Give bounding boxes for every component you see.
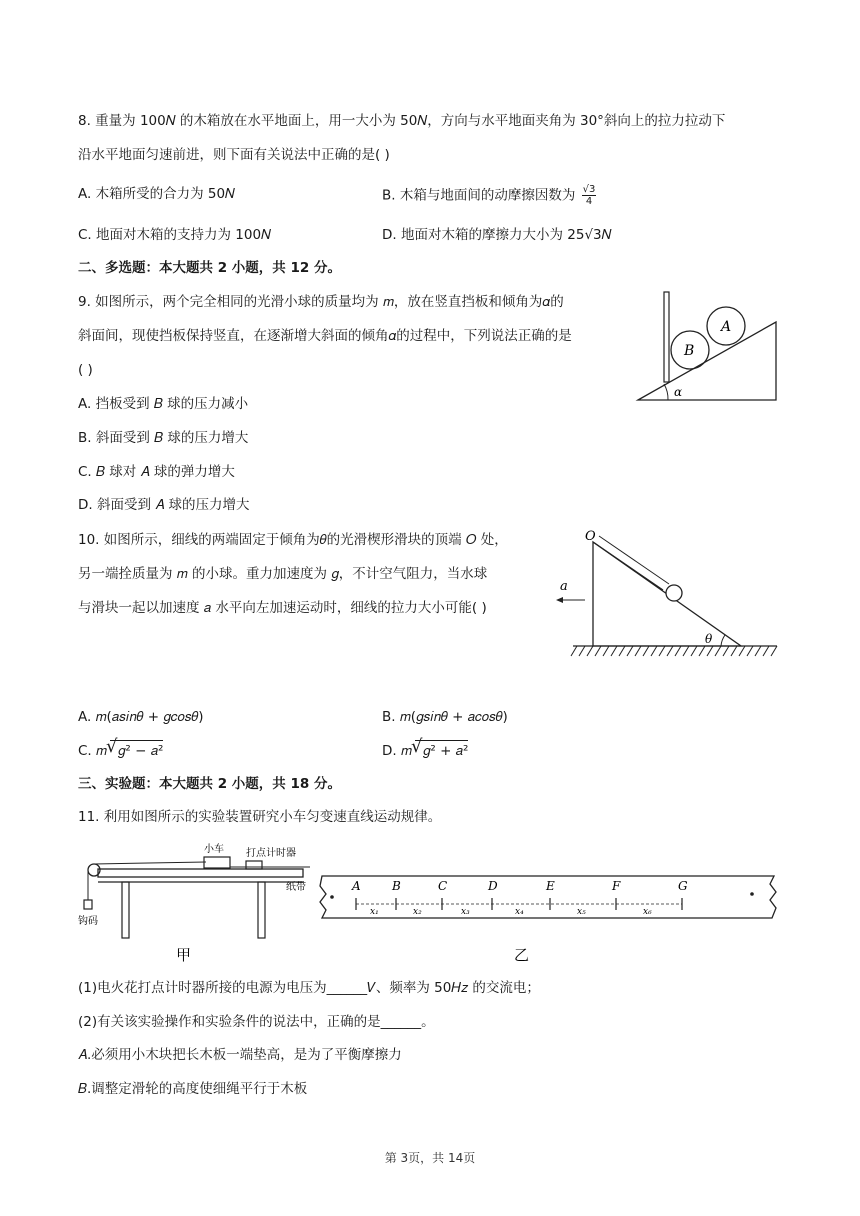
q9-stem-line3: ( )	[78, 362, 93, 378]
q8-option-b	[382, 184, 596, 207]
q9-option-c: C. 𝐵 球对 𝐴 球的弹力增大	[78, 464, 235, 480]
q11-option-b: 𝐵.调整定滑轮的高度使细绳平行于木板	[78, 1081, 308, 1097]
q9-ball-b-label: B	[684, 343, 695, 359]
q9-ball-a-label: A	[721, 319, 732, 335]
q11-stem: 11. 利用如图所示的实验装置研究小车匀变速直线运动规律。	[78, 809, 442, 825]
tape-segment-label: x₁	[370, 907, 379, 917]
tape-point-label: E	[546, 879, 555, 893]
q10-accel-label: a	[560, 579, 568, 594]
figure-jia-caption: 甲	[176, 946, 192, 964]
q10-option-d-radical: √ 𝑔² + 𝑎²	[410, 736, 469, 759]
q10-option-d	[382, 736, 469, 761]
figure-yi-caption: 乙	[514, 946, 530, 964]
section-multiple-choice-heading: 二、多选题：本大题共 2 小题，共 12 分。	[78, 260, 341, 276]
q11-part2: (2)有关该实验操作和实验条件的说法中，正确的是______。	[78, 1014, 435, 1030]
q10-stem-line2: 另一端拴质量为 𝑚 的小球。重力加速度为 𝑔，不计空气阻力，当水球	[78, 566, 488, 582]
q10-option-b: B. 𝑚(𝑔𝑠𝑖𝑛𝜃 + 𝑎𝑐𝑜𝑠𝜃)	[382, 709, 508, 725]
q9-angle-label: α	[674, 385, 683, 399]
q11-figure-yi	[314, 868, 786, 968]
tape-segment-label: x₆	[643, 907, 652, 917]
q10-stem-line1: 10. 如图所示，细线的两端固定于倾角为𝜃的光滑楔形滑块的顶端 𝑂 处，	[78, 532, 508, 548]
q8-option-d: D. 地面对木箱的摩擦力大小为 25√3𝑁	[382, 227, 612, 243]
tape-points	[351, 879, 688, 917]
tape-label: 纸带	[286, 882, 306, 893]
tape-segment-label: x₃	[461, 907, 470, 917]
tape-point-label: F	[612, 879, 621, 893]
q9-option-a: A. 挡板受到 𝐵 球的压力减小	[78, 396, 249, 412]
weight-label: 钩码	[78, 916, 98, 927]
tape-point-label: A	[352, 879, 361, 893]
q10-option-c-radical: √ 𝑔² − 𝑎²	[105, 736, 164, 759]
q9-figure	[636, 290, 782, 404]
fraction-denominator: 4	[585, 196, 593, 207]
tape-point-label: D	[488, 879, 498, 893]
q8-option-c: C. 地面对木箱的支持力为 100𝑁	[78, 227, 271, 243]
q11-figure-jia	[78, 838, 314, 964]
q8-option-b-text: B. 木箱与地面间的动摩擦因数为	[382, 187, 576, 204]
q9-option-b: B. 斜面受到 𝐵 球的压力增大	[78, 430, 249, 446]
q10-stem-line3: 与滑块一起以加速度 𝑎 水平向左加速运动时，细线的拉力大小可能( )	[78, 600, 487, 616]
page-footer: 第 3页，共 14页	[384, 1151, 476, 1165]
q10-figure	[555, 528, 780, 663]
fraction-numerator: √3	[582, 184, 596, 195]
q8-option-a: A. 木箱所受的合力为 50𝑁	[78, 186, 235, 202]
q10-point-o-label: O	[585, 529, 596, 544]
q11-part1: (1)电火花打点计时器所接的电源为电压为______𝑉、频率为 50𝐻𝑧 的交流电；	[78, 980, 540, 996]
q9-stem-line1: 9. 如图所示，两个完全相同的光滑小球的质量均为 𝑚，放在竖直挡板和倾角为𝛼的	[78, 294, 564, 310]
q10-option-c-prefix: C. 𝑚	[78, 743, 107, 759]
radicand: 𝑔² + 𝑎²	[422, 743, 469, 759]
q11-option-a: 𝐴.必须用小木块把长木板一端垫高，是为了平衡摩擦力	[78, 1047, 402, 1063]
q8-option-b-fraction	[582, 184, 597, 207]
tape-segment-label: x₄	[515, 907, 524, 917]
radicand: 𝑔² − 𝑎²	[117, 743, 164, 759]
q8-stem-line1: 8. 重量为 100𝑁 的木箱放在水平地面上，用一大小为 50𝑁，方向与水平地面夹角为 30°斜向上的拉力拉动下	[78, 113, 726, 129]
tape-point-label: G	[678, 879, 688, 893]
q8-stem-line2: 沿水平地面匀速前进，则下面有关说法中正确的是( )	[78, 147, 390, 163]
q9-stem-line2: 斜面间，现使挡板保持竖直，在逐渐增大斜面的倾角𝛼的过程中，下列说法正确的是	[78, 328, 572, 344]
tape-point-label: B	[392, 879, 401, 893]
tape-segment-label: x₅	[577, 907, 586, 917]
section-experiment-heading: 三、实验题：本大题共 2 小题，共 18 分。	[78, 776, 341, 792]
q10-option-a: A. 𝑚(𝑎𝑠𝑖𝑛𝜃 + 𝑔𝑐𝑜𝑠𝜃)	[78, 709, 204, 725]
timer-label: 打点计时器	[246, 848, 296, 859]
q9-option-d: D. 斜面受到 𝐴 球的压力增大	[78, 497, 250, 513]
cart-label: 小车	[204, 844, 224, 855]
ground-hatching	[571, 646, 777, 656]
tape-segment-label: x₂	[413, 907, 422, 917]
tape-point-label: C	[438, 879, 448, 893]
q10-angle-label: θ	[705, 632, 713, 646]
q10-option-c	[78, 736, 164, 761]
q10-option-d-prefix: D. 𝑚	[382, 743, 412, 759]
